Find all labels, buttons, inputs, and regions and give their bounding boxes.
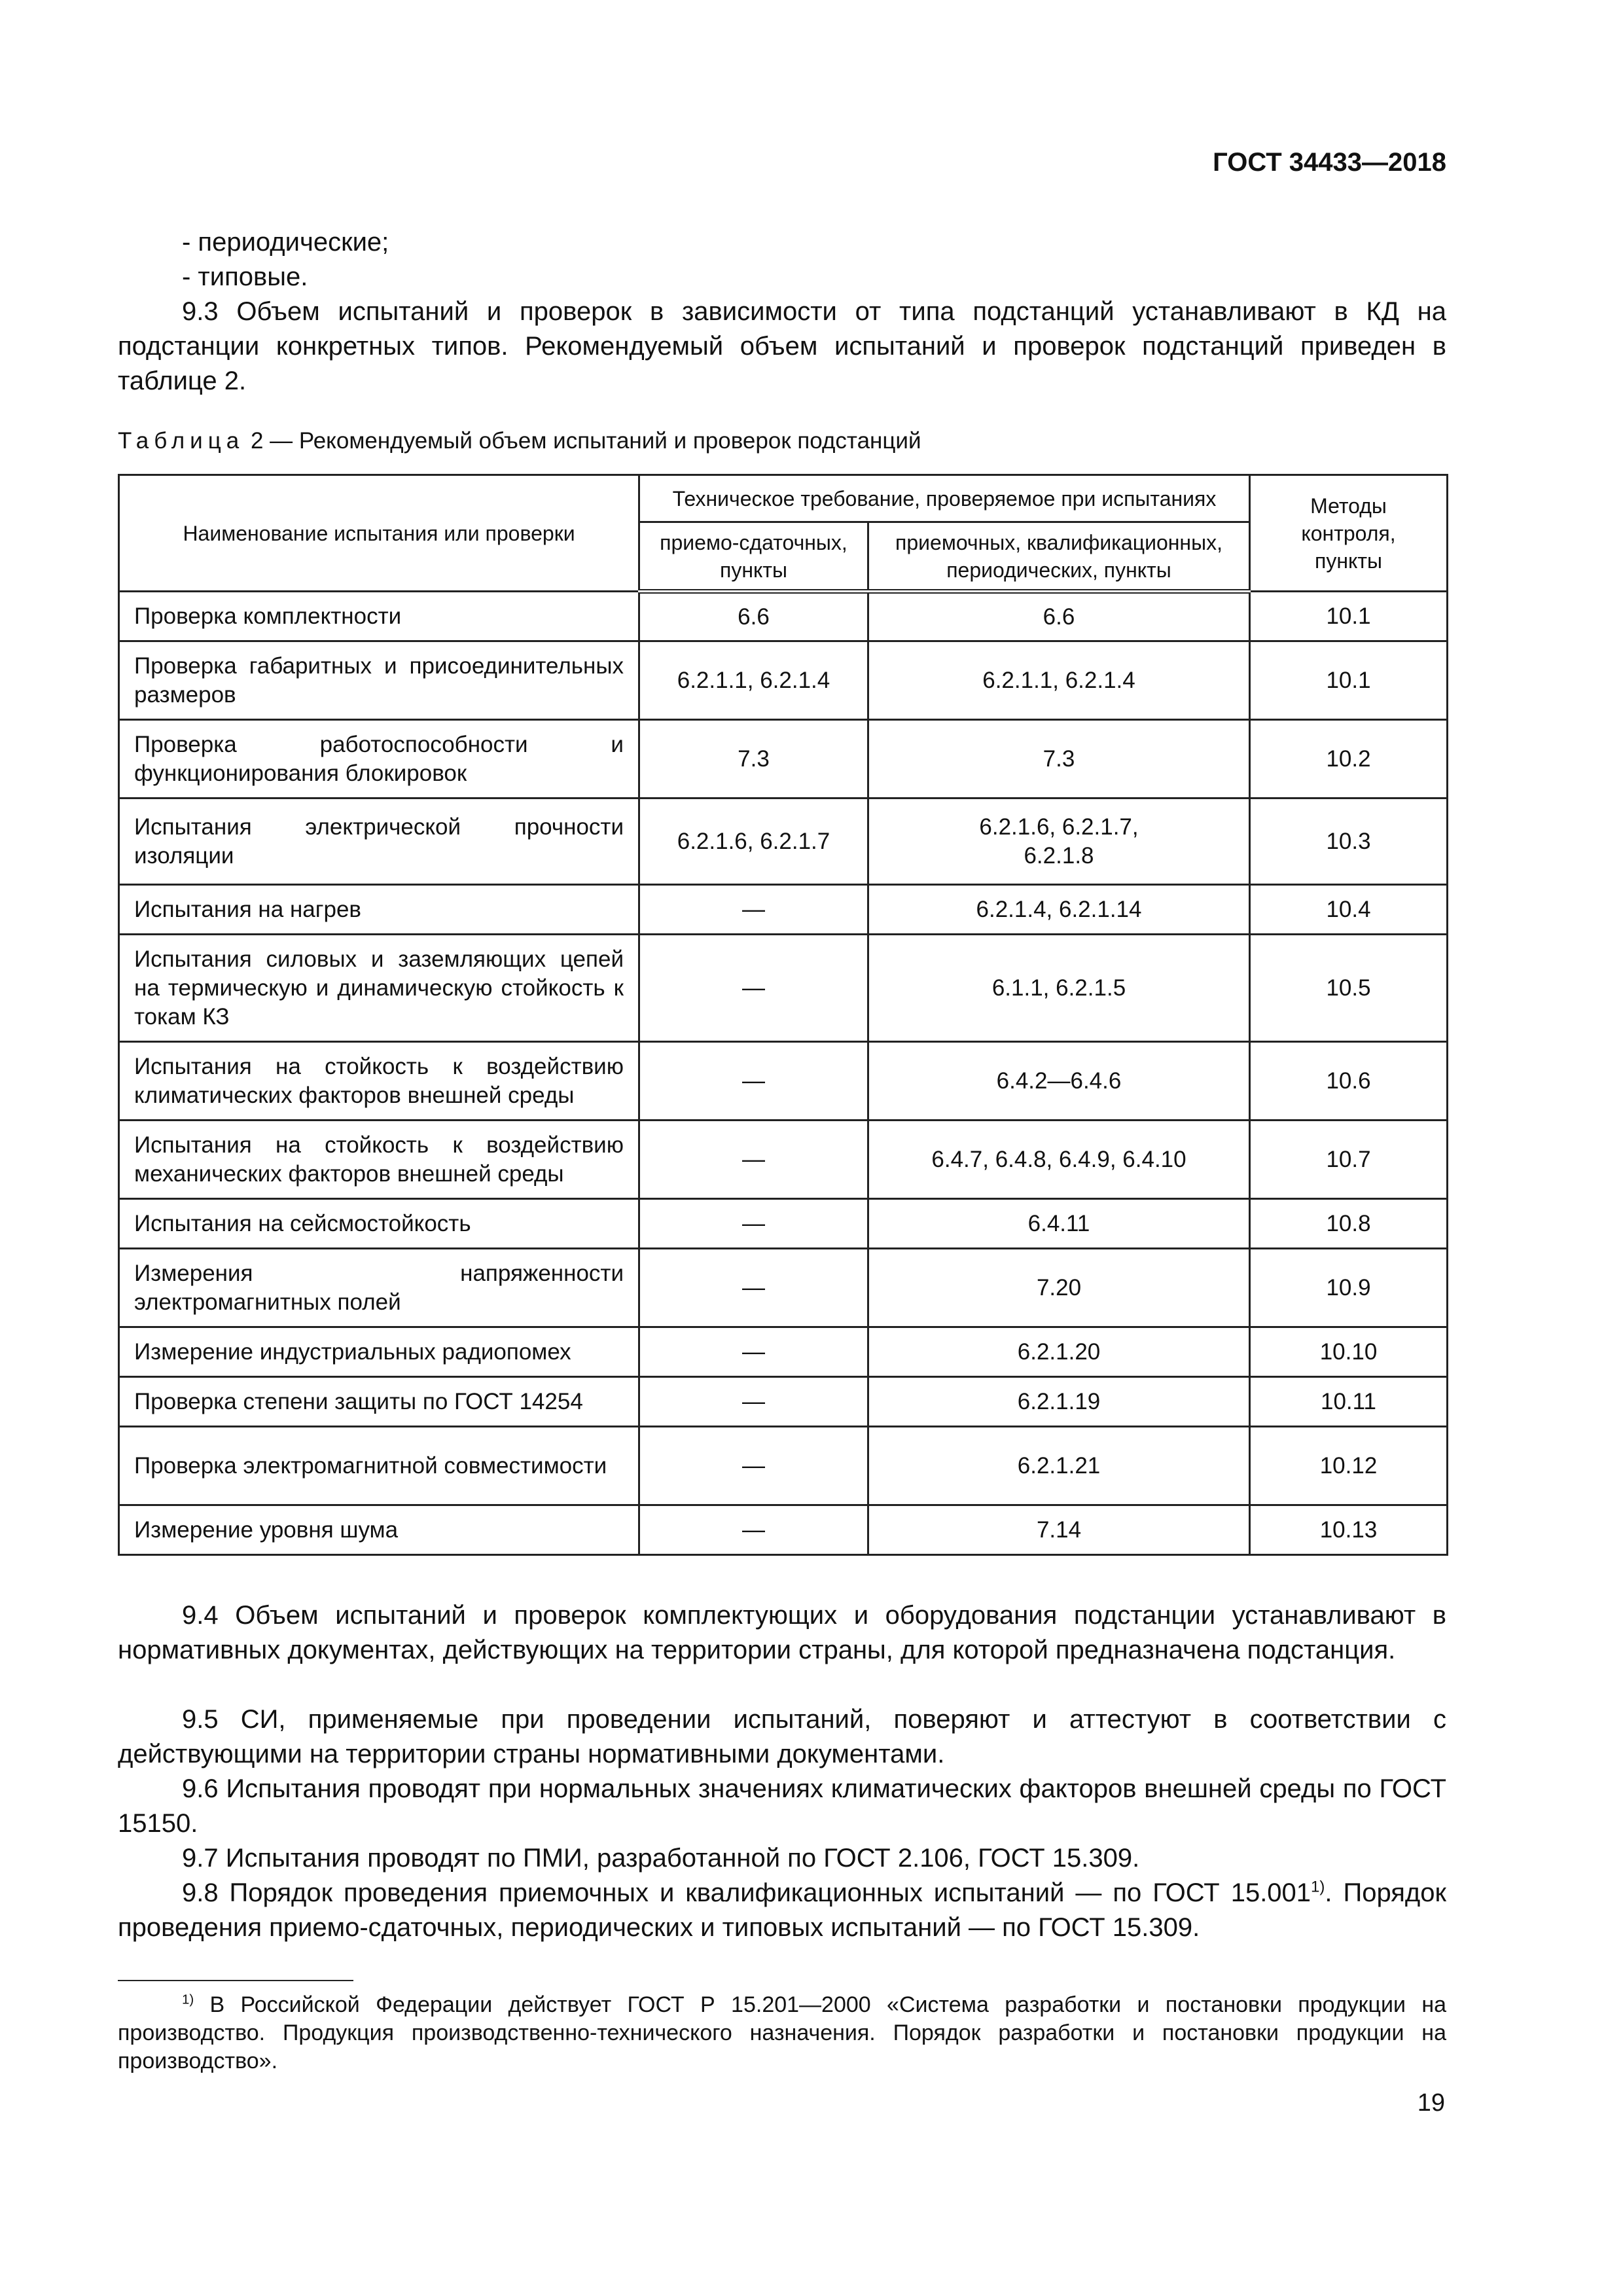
- cell-acceptance: —: [639, 1377, 868, 1427]
- cell-acceptance: —: [639, 1249, 868, 1327]
- cell-method: 10.10: [1250, 1327, 1448, 1377]
- cell-method: 10.8: [1250, 1199, 1448, 1249]
- cell-test-name: Измерения напряженности электромагнитных полей: [119, 1249, 639, 1327]
- table-row: [119, 1249, 1448, 1327]
- cell-acceptance: —: [639, 1327, 868, 1377]
- cell-acceptance: —: [639, 1121, 868, 1199]
- footnote-marker: 1): [182, 1992, 194, 2007]
- cell-qualification: 6.2.1.20: [868, 1327, 1250, 1377]
- cell-test-name: Испытания на стойкость к воздействию механических факторов внешней среды: [119, 1121, 639, 1199]
- cell-test-name: Проверка степени защиты по ГОСТ 14254: [119, 1377, 639, 1427]
- cell-method: 10.13: [1250, 1505, 1448, 1555]
- cell-method: 10.11: [1250, 1377, 1448, 1427]
- cell-test-name: Испытания силовых и заземляющих цепей на термическую и динамическую стойкость к токам КЗ: [119, 935, 639, 1042]
- cell-test-name: Испытания на стойкость к воздействию климатических факторов внешней среды: [119, 1042, 639, 1121]
- cell-method: 10.2: [1250, 720, 1448, 798]
- list-item-periodic: - периодические;: [182, 228, 389, 257]
- cell-qualification: 6.6: [868, 592, 1250, 641]
- table-row: [119, 1121, 1448, 1199]
- footnote-reference: 1): [1311, 1878, 1325, 1896]
- table-row: [119, 1327, 1448, 1377]
- header-tech-requirement: Техническое требование, проверяемое при испытаниях: [639, 475, 1250, 522]
- table-row: [119, 1042, 1448, 1121]
- cell-method: 10.12: [1250, 1427, 1448, 1505]
- cell-method: 10.7: [1250, 1121, 1448, 1199]
- cell-qualification: 6.2.1.21: [868, 1427, 1250, 1505]
- cell-acceptance: 7.3: [639, 720, 868, 798]
- header-methods: Методы контроля, пункты: [1250, 475, 1448, 592]
- cell-qualification: 6.4.2—6.4.6: [868, 1042, 1250, 1121]
- table-row: [119, 1199, 1448, 1249]
- cell-test-name: Измерение уровня шума: [119, 1505, 639, 1555]
- cell-test-name: Измерение индустриальных радиопомех: [119, 1327, 639, 1377]
- cell-test-name: Проверка электромагнитной совместимости: [119, 1427, 639, 1505]
- cell-qualification: 7.3: [868, 720, 1250, 798]
- cell-qualification: 6.4.11: [868, 1199, 1250, 1249]
- cell-acceptance: —: [639, 1042, 868, 1121]
- cell-test-name: Испытания на нагрев: [119, 885, 639, 935]
- tests-table: [118, 474, 1448, 1556]
- cell-qualification: 7.20: [868, 1249, 1250, 1327]
- cell-method: 10.9: [1250, 1249, 1448, 1327]
- paragraph-9-8-part-a: 9.8 Порядок проведения приемочных и квалификационных испытаний — по ГОСТ 15.001: [182, 1878, 1311, 1907]
- cell-qualification: 6.2.1.19: [868, 1377, 1250, 1427]
- table-caption: [118, 427, 921, 456]
- page-number: 19: [1417, 2089, 1445, 2117]
- footnote-text: В Российской Федерации действует ГОСТ Р 15.201—2000 «Система разработки и постановки продукции на производство. Продукция производственно-технического назначения. Порядок разработки и постановки продукции на производство».: [118, 1992, 1446, 2073]
- header-acceptance: приемо-сдаточных, пункты: [639, 522, 868, 592]
- cell-acceptance: 6.2.1.1, 6.2.1.4: [639, 641, 868, 720]
- header-test-name: Наименование испытания или проверки: [119, 475, 639, 592]
- table-row: [119, 1427, 1448, 1505]
- cell-method: 10.1: [1250, 641, 1448, 720]
- paragraph-9-6: 9.6 Испытания проводят при нормальных значениях климатических факторов внешней среды по ГОСТ 15150.: [118, 1774, 1446, 1838]
- footnote: [118, 1991, 1446, 2075]
- paragraph-9-4: 9.4 Объем испытаний и проверок комплектующих и оборудования подстанции устанавливают в нормативных документах, действующих на территории страны, для которой предназначена подстанция.: [118, 1601, 1446, 1664]
- cell-test-name: Испытания электрической прочности изоляции: [119, 798, 639, 885]
- paragraph-9-7: 9.7 Испытания проводят по ПМИ, разработанной по ГОСТ 2.106, ГОСТ 15.309.: [182, 1844, 1140, 1873]
- header-qualification: приемочных, квалификационных, периодических, пункты: [868, 522, 1250, 592]
- cell-qualification: 6.4.7, 6.4.8, 6.4.9, 6.4.10: [868, 1121, 1250, 1199]
- cell-test-name: Испытания на сейсмостойкость: [119, 1199, 639, 1249]
- cell-test-name: Проверка комплектности: [119, 592, 639, 641]
- paragraph-9-8: [118, 1876, 1446, 1945]
- cell-acceptance: 6.6: [639, 592, 868, 641]
- table-row: [119, 935, 1448, 1042]
- table-caption-text: 2 — Рекомендуемый объем испытаний и проверок подстанций: [250, 428, 921, 454]
- document-code: ГОСТ 34433—2018: [1213, 148, 1446, 177]
- cell-method: 10.1: [1250, 592, 1448, 641]
- cell-qualification: 6.1.1, 6.2.1.5: [868, 935, 1250, 1042]
- table-row: [119, 1505, 1448, 1555]
- cell-acceptance: —: [639, 935, 868, 1042]
- cell-test-name: Проверка работоспособности и функционирования блокировок: [119, 720, 639, 798]
- footnote-divider: [118, 1980, 353, 1981]
- cell-method: 10.4: [1250, 885, 1448, 935]
- cell-qualification: 6.2.1.4, 6.2.1.14: [868, 885, 1250, 935]
- cell-qualification: 6.2.1.6, 6.2.1.7, 6.2.1.8: [868, 798, 1250, 885]
- table-row: [119, 1377, 1448, 1427]
- list-item-type: - типовые.: [182, 262, 308, 291]
- table-row: [119, 798, 1448, 885]
- paragraph-9-3: 9.3 Объем испытаний и проверок в зависимости от типа подстанций устанавливают в КД на подстанции конкретных типов. Рекомендуемый объем испытаний и проверок подстанций приведен в таблице 2.: [118, 297, 1446, 395]
- table-caption-label: Таблица: [118, 428, 245, 454]
- cell-method: 10.6: [1250, 1042, 1448, 1121]
- cell-qualification: 7.14: [868, 1505, 1250, 1555]
- paragraph-9-8-part-b: . Порядок проведения приемо-сдаточных, периодических и типовых испытаний — по ГОСТ 15.309.: [118, 1878, 1446, 1942]
- table-row: [119, 592, 1448, 641]
- table-row: [119, 641, 1448, 720]
- cell-method: 10.5: [1250, 935, 1448, 1042]
- cell-qualification: 6.2.1.1, 6.2.1.4: [868, 641, 1250, 720]
- cell-acceptance: 6.2.1.6, 6.2.1.7: [639, 798, 868, 885]
- cell-test-name: Проверка габаритных и присоединительных размеров: [119, 641, 639, 720]
- table-row: [119, 720, 1448, 798]
- cell-method: 10.3: [1250, 798, 1448, 885]
- paragraph-9-5: 9.5 СИ, применяемые при проведении испытаний, поверяют и аттестуют в соответствии с действующими на территории страны нормативными документами.: [118, 1705, 1446, 1768]
- table-row: [119, 885, 1448, 935]
- cell-acceptance: —: [639, 885, 868, 935]
- cell-acceptance: —: [639, 1199, 868, 1249]
- cell-acceptance: —: [639, 1505, 868, 1555]
- cell-acceptance: —: [639, 1427, 868, 1505]
